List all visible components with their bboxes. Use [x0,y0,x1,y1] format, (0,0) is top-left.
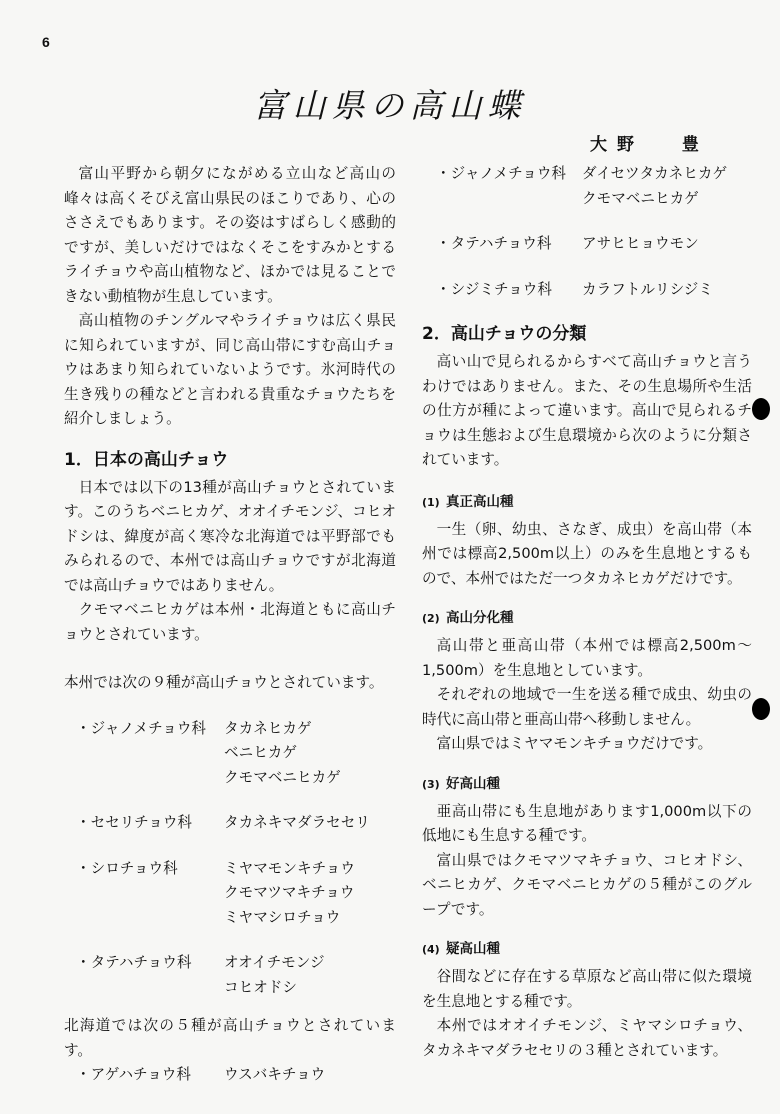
family-name: ・タテハチョウ科 [76,954,192,971]
subsection-heading-1 [422,491,752,514]
family-list-item [64,1063,396,1088]
intro-paragraph-2: 高山植物のチングルマやライチョウは広く県民に知られていますが、同じ高山帯にすむ高山チョウはあまり知られていないようです。氷河時代の生き残りの種などと言われる貴重なチョウたちを紹介しましょう。 [64,312,396,427]
family-list-item [64,857,396,931]
species-name: ダイセツタカネヒカゲ [582,165,728,182]
binding-hole-mark [752,398,770,420]
subsection-number: (4) [422,943,440,956]
species-name: ミヤマモンキチョウ [224,859,355,877]
species-name: カラフトルリシジミ [582,280,713,298]
subsection-number: (3) [422,777,440,791]
family-list-item [422,278,752,303]
species-name: アサヒヒョウモン [582,235,699,252]
hokkaido-intro: 北海道では次の５種が高山チョウとされています。 [64,1017,396,1059]
family-name: ・シジミチョウ科 [436,280,552,298]
page-number: 6 [42,34,50,50]
subsection-heading-2 [422,607,752,630]
subsection-title: 真正高山種 [446,493,514,510]
page-title: 富山県の高山蝶 [253,86,527,125]
subsection-number: (1) [422,495,440,509]
family-list-item [422,162,752,211]
family-list-item [64,951,396,1000]
left-column [64,162,396,1088]
binding-hole-mark [752,698,770,720]
subsection-title: 高山分化種 [446,610,514,626]
species-name: クモマツマキチョウ [224,884,355,901]
section1-paragraph-1: 日本では以下の13種が高山チョウとされています。このうちベニヒカゲ、オオイチモンジ、コヒオドシは、緯度が高く寒冷な北海道では平野部でもみられるので、本州では高山チョウですが北海道では高山チョウではありません。 [64,478,396,594]
intro-paragraph-1: 富山平野から朝夕にながめる立山など高山の峰々は高くそびえ富山県民のほこりであり、心のささえでもあります。その姿はすばらしく感動的ですが、美しいだけではなくそこをすみかとするライチョウや高山植物など、ほかでは見ることできない動植物が生息しています。 [64,165,396,305]
section1-paragraph-2: クモマベニヒカゲは本州・北海道ともに高山チョウとされています。 [64,601,396,643]
species-name: ウスバキチョウ [224,1066,326,1083]
species-name: クモマベニヒカゲ [224,768,341,786]
family-name: ・シロチョウ科 [76,859,178,877]
species-name: オオイチモンジ [224,954,325,971]
subsection-title: 疑高山種 [446,941,500,957]
species-name: タカネヒカゲ [224,719,312,737]
section2-paragraph: 高い山で見られるからすべて高山チョウと言うわけではありません。また、その生息場所や生活の仕方が種によって違います。高山で見られるチョウは生態および生息環境から次のように分類されています。 [422,353,752,468]
subsection-heading-4 [422,938,752,961]
species-name: コヒオドシ [224,978,297,996]
family-name: ・タテハチョウ科 [436,235,552,252]
family-name: ・ジャノメチョウ科 [76,719,207,737]
family-list-item [422,232,752,257]
subsection-heading-3 [422,773,752,796]
subsection-title: 好高山種 [446,775,500,792]
family-list-item [64,717,396,791]
subsection3-paragraph-2: 富山県ではクモマツマキチョウ、コヒオドシ、ベニヒカゲ、クモマベニヒカゲの５種がこのグループです。 [422,851,752,918]
species-name: クモマベニヒカゲ [582,189,699,207]
section-heading-2: 2．高山チョウの分類 [422,324,587,344]
species-name: ベニヒカゲ [224,744,297,761]
species-name: タカネキマダラセセリ [224,814,370,831]
subsection2-paragraph-1: 高山帯と亜高山帯（本州では標高2,500m～1,500m）を生息地としています。 [422,637,752,679]
author: 大野 豊 [590,135,709,155]
species-name: ミヤマシロチョウ [224,908,341,926]
subsection3-paragraph-1: 亜高山帯にも生息地があります1,000m以下の低地にも生息する種です。 [422,802,752,844]
subsection2-paragraph-3: 富山県ではミヤマモンキチョウだけです。 [436,735,713,752]
family-list-item [64,811,396,836]
subsection2-paragraph-2: それぞれの地域で一生を送る種で成虫、幼虫の時代に高山帯と亜高山帯へ移動しません。 [422,686,752,728]
family-name: ・セセリチョウ科 [76,814,193,831]
subsection4-paragraph-1: 谷間などに存在する草原など高山帯に似た環境を生息地とする種です。 [422,968,752,1010]
section-heading-1: 1．日本の高山チョウ [64,449,229,470]
honshu-intro: 本州では次の９種が高山チョウとされています。 [64,674,384,691]
family-name: ・ジャノメチョウ科 [436,165,567,182]
right-column [422,162,752,1063]
subsection1-paragraph: 一生（卵、幼虫、さなぎ、成虫）を高山帯（本州では標高2,500m以上）のみを生息地とするもので、本州ではただ一つタカネヒカゲだけです。 [422,520,752,587]
subsection4-paragraph-2: 本州ではオオイチモンジ、ミヤマシロチョウ、タカネキマダラセセリの３種とされています。 [422,1017,752,1059]
subsection-number: (2) [422,612,440,625]
family-name: ・アゲハチョウ科 [76,1066,191,1083]
